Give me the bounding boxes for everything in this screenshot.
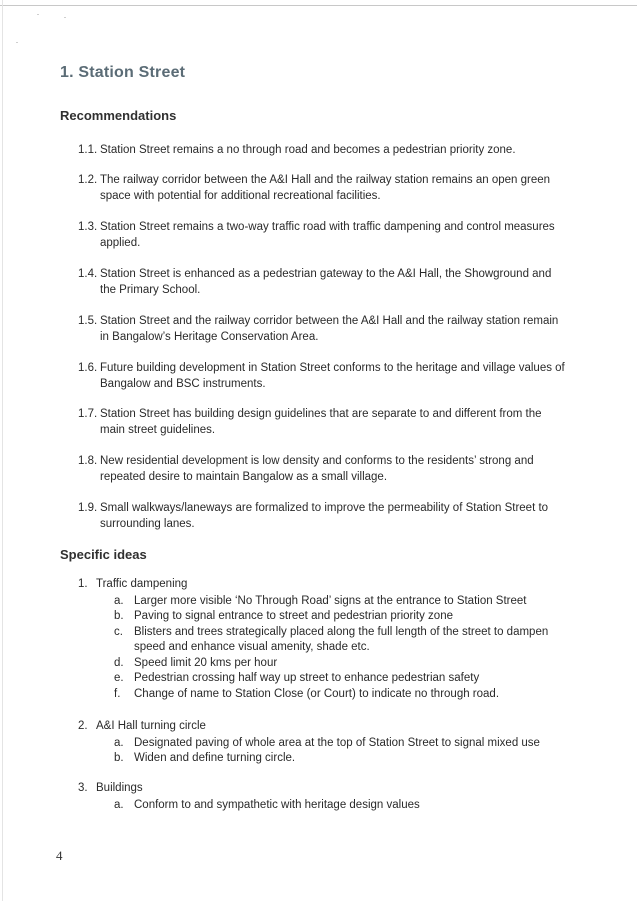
scan-edge-left [2, 0, 3, 901]
subitem-text: Designated paving of whole area at the top of Station Street to signal mixed use [134, 736, 540, 749]
recommendation-item [78, 360, 568, 392]
subitem-text: Speed limit 20 kms per hour [134, 656, 278, 669]
idea-sublist [78, 798, 568, 814]
idea-number: 1. [78, 578, 88, 590]
subitem-letter: a. [114, 736, 124, 749]
recommendations-heading: Recommendations [60, 108, 177, 123]
recommendation-number: 1.4. [78, 268, 98, 280]
specific-ideas-heading: Specific ideas [60, 547, 147, 562]
subitem-letter: b. [114, 610, 124, 622]
idea-subitem [78, 625, 568, 656]
recommendation-text: Station Street remains a two-way traffic road with traffic dampening and control measures applied. [100, 221, 555, 249]
recommendation-text: Station Street and the railway corridor between the A&I Hall and the railway station remain in Bangalow’s Heritage Conservation Area. [100, 315, 559, 343]
recommendation-item [78, 142, 568, 158]
idea-subitem [78, 656, 568, 672]
subitem-letter: a. [114, 798, 124, 811]
section-title: 1. Station Street [60, 64, 186, 81]
idea-item [78, 781, 568, 813]
recommendation-text: The railway corridor between the A&I Hall and the railway station remains an open green space with potential for additional recreational facilities. [100, 174, 551, 202]
recommendation-item [78, 500, 568, 532]
idea-subitem [78, 751, 568, 767]
recommendation-item [78, 266, 568, 298]
idea-subitem [78, 736, 568, 752]
subitem-text: Larger more visible ‘No Through Road’ signs at the entrance to Station Street [134, 594, 527, 607]
idea-subitem [78, 671, 568, 687]
recommendation-text: Station Street is enhanced as a pedestrian gateway to the A&I Hall, the Showground and the Primary School. [100, 268, 552, 296]
recommendation-item [78, 406, 568, 438]
subitem-letter: b. [114, 752, 124, 764]
recommendation-number: 1.6. [78, 362, 98, 374]
idea-title: Traffic dampening [96, 578, 188, 590]
recommendation-number: 1.3. [78, 221, 98, 233]
subitem-text: Blisters and trees strategically placed along the full length of the street to dampen speed and enhance visual amenity, shade etc. [134, 625, 549, 653]
recommendation-number: 1.5. [78, 315, 98, 327]
page-number: 4 [56, 848, 63, 863]
subitem-text: Widen and define turning circle. [134, 752, 296, 764]
recommendation-text: Small walkways/laneways are formalized to improve the permeability of Station Street to surrounding lanes. [100, 502, 549, 530]
recommendation-item [78, 453, 568, 485]
idea-title: A&I Hall turning circle [96, 720, 206, 732]
recommendation-item [78, 219, 568, 251]
recommendation-number: 1.2. [78, 174, 98, 186]
idea-sublist [78, 594, 568, 703]
subitem-text: Conform to and sympathetic with heritage design values [134, 798, 420, 811]
recommendation-text: Station Street has building design guidelines that are separate to and different from the main street guidelines. [100, 408, 542, 436]
scan-speck [64, 17, 66, 18]
scan-edge-top [0, 5, 637, 6]
recommendation-text: Station Street remains a no through road and becomes a pedestrian priority zone. [100, 144, 516, 156]
idea-subitem [78, 609, 568, 625]
idea-subitem [78, 798, 568, 814]
idea-item [78, 719, 568, 767]
subitem-letter: f. [114, 687, 121, 700]
recommendation-number: 1.8. [78, 455, 98, 467]
subitem-text: Pedestrian crossing half way up street to enhance pedestrian safety [134, 672, 480, 684]
recommendation-number: 1.1. [78, 144, 98, 156]
subitem-letter: d. [114, 656, 124, 669]
recommendation-text: New residential development is low density and conforms to the residents’ strong and repeated desire to maintain Bangalow as a small village. [100, 455, 534, 483]
scan-speck [16, 42, 18, 43]
recommendation-text: Future building development in Station Street conforms to the heritage and village values of Bangalow and BSC instruments. [100, 362, 565, 390]
scan-speck [37, 14, 39, 15]
subitem-text: Paving to signal entrance to street and pedestrian priority zone [134, 610, 453, 622]
recommendation-number: 1.7. [78, 408, 98, 420]
subitem-letter: c. [114, 625, 123, 638]
idea-number: 2. [78, 720, 88, 732]
subitem-letter: a. [114, 594, 124, 607]
subitem-text: Change of name to Station Close (or Court) to indicate no through road. [134, 687, 500, 700]
idea-title: Buildings [96, 782, 143, 794]
idea-number: 3. [78, 782, 88, 794]
recommendation-item [78, 313, 568, 345]
recommendation-number: 1.9. [78, 502, 98, 514]
subitem-letter: e. [114, 672, 124, 684]
idea-sublist [78, 736, 568, 767]
recommendation-item [78, 172, 568, 204]
idea-subitem [78, 594, 568, 610]
idea-item [78, 577, 568, 702]
idea-subitem [78, 687, 568, 703]
